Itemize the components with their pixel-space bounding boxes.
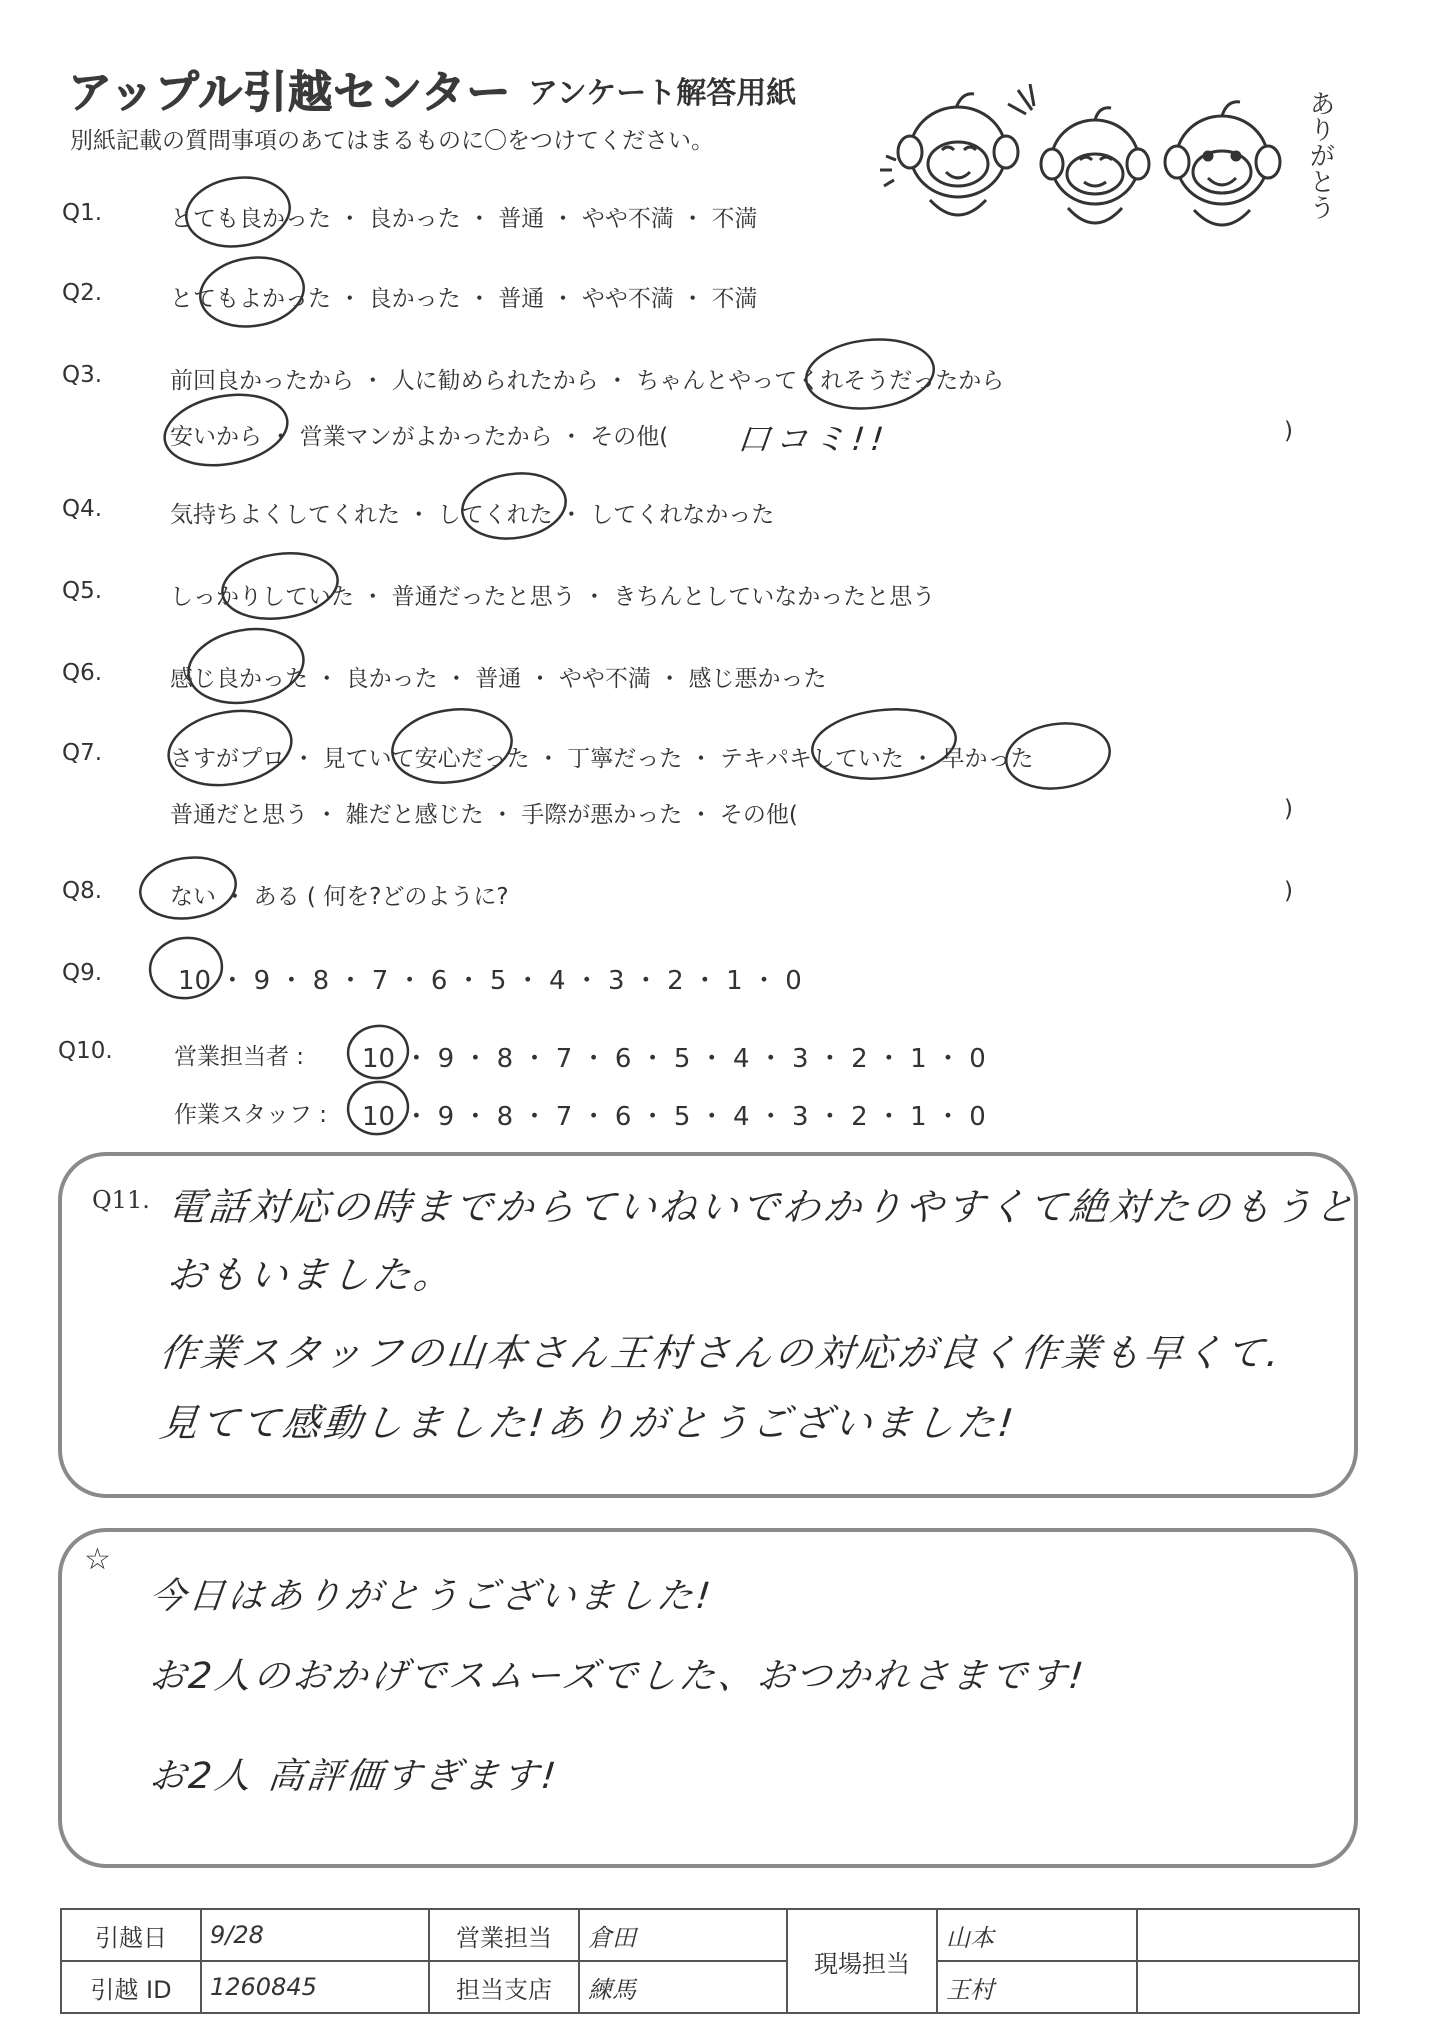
q2-options: とてもよかった ・ 良かった ・ 普通 ・ やや不満 ・ 不満 — [170, 286, 758, 312]
q6-label: Q6. — [62, 660, 103, 686]
q7-options-line2: 普通だと思う ・ 雑だと感じた ・ 手際が悪かった ・ その他( — [170, 802, 798, 828]
q8-close-paren: ) — [1284, 878, 1293, 904]
footer-blank-cell-2 — [1137, 1961, 1359, 2013]
q3-options-line1: 前回良かったから ・ 人に勧められたから ・ ちゃんとやってくれそうだったから — [170, 368, 1005, 394]
q11-comment-line-1: 電話対応の時までからていねいでわかりやすくて絶対たのもうと — [165, 1185, 1359, 1229]
q11-label: Q11. — [92, 1186, 150, 1214]
q11-comment-line-3: 作業スタッフの山本さん王村さんの対応が良く作業も早くて. — [157, 1331, 1285, 1375]
q9-scale: 10 ・ 9 ・ 8 ・ 7 ・ 6 ・ 5 ・ 4 ・ 3 ・ 2 ・ 1 ・ 0 — [178, 966, 802, 996]
branch-label: 担当支店 — [429, 1961, 579, 2013]
q10-staff-scale: 10 ・ 9 ・ 8 ・ 7 ・ 6 ・ 5 ・ 4 ・ 3 ・ 2 ・ 1 ・ 0 — [362, 1102, 986, 1132]
q7-close-paren: ) — [1284, 796, 1293, 822]
q9-label: Q9. — [62, 960, 103, 986]
q1-options: とても良かった ・ 良かった ・ 普通 ・ やや不満 ・ 不満 — [170, 206, 758, 232]
q11-comment-line-4: 見てて感動しました!ありがとうございました! — [157, 1401, 1019, 1445]
brand-name: アップル引越センター — [68, 67, 512, 118]
staff-note-line-1: 今日はありがとうございました! — [147, 1576, 716, 1617]
site-manager-value-2: 王村 — [937, 1961, 1137, 2013]
q6-options: 感じ良かった ・ 良かった ・ 普通 ・ やや不満 ・ 感じ悪かった — [170, 666, 827, 692]
q8-options: ない ・ ある ( 何を?どのように? — [170, 884, 509, 910]
staff-note-line-3: お2人 高評価すぎます! — [147, 1756, 561, 1797]
q3-close-paren: ) — [1284, 418, 1293, 444]
move-date-value: 9/28 — [201, 1909, 429, 1961]
sales-rep-label: 営業担当 — [429, 1909, 579, 1961]
q10-sales-label: 営業担当者 : — [174, 1044, 305, 1070]
staff-note-line-2: お2人のおかげでスムーズでした、おつかれさまです! — [147, 1656, 1089, 1697]
q5-label: Q5. — [62, 578, 103, 604]
q10-staff-label: 作業スタッフ : — [174, 1102, 328, 1128]
star-mark: ☆ — [84, 1542, 111, 1577]
q8-label: Q8. — [62, 878, 103, 904]
q10-sales-scale: 10 ・ 9 ・ 8 ・ 7 ・ 6 ・ 5 ・ 4 ・ 3 ・ 2 ・ 1 ・ 0 — [362, 1044, 986, 1074]
q11-comment-line-2: おもいました。 — [165, 1253, 457, 1297]
q4-label: Q4. — [62, 496, 103, 522]
q3-options-line2: 安いから ・ 営業マンがよかったから ・ その他( — [170, 424, 669, 450]
site-manager-label: 現場担当 — [787, 1909, 937, 2013]
move-id-label: 引越 ID — [61, 1961, 201, 2013]
footer-info-table — [60, 1908, 1360, 2014]
q7-label: Q7. — [62, 740, 103, 766]
form-title: アンケート解答用紙 — [528, 76, 797, 111]
sales-rep-value: 倉田 — [579, 1909, 787, 1961]
q1-label: Q1. — [62, 200, 103, 226]
q4-options: 気持ちよくしてくれた ・ してくれた ・ してくれなかった — [170, 502, 775, 528]
branch-value: 練馬 — [579, 1961, 787, 2013]
instruction-text: 別紙記載の質問事項のあてはまるものに〇をつけてください。 — [70, 128, 714, 154]
mascot-caption: ありがとう — [1305, 90, 1335, 220]
footer-blank-cell-1 — [1137, 1909, 1359, 1961]
mascot-illustration — [880, 60, 1350, 260]
q2-label: Q2. — [62, 280, 103, 306]
q3-label: Q3. — [62, 362, 103, 388]
q5-options: しっかりしていた ・ 普通だったと思う ・ きちんとしていなかったと思う — [170, 584, 936, 610]
q10-label: Q10. — [58, 1038, 113, 1064]
q3-other-answer: 口コミ!! — [735, 420, 892, 458]
q7-options-line1: さすがプロ ・ 見ていて安心だった ・ 丁寧だった ・ テキパキしていた ・ 早かった — [170, 746, 1034, 772]
move-date-label: 引越日 — [61, 1909, 201, 1961]
move-id-value: 1260845 — [201, 1961, 429, 2013]
site-manager-value-1: 山本 — [937, 1909, 1137, 1961]
